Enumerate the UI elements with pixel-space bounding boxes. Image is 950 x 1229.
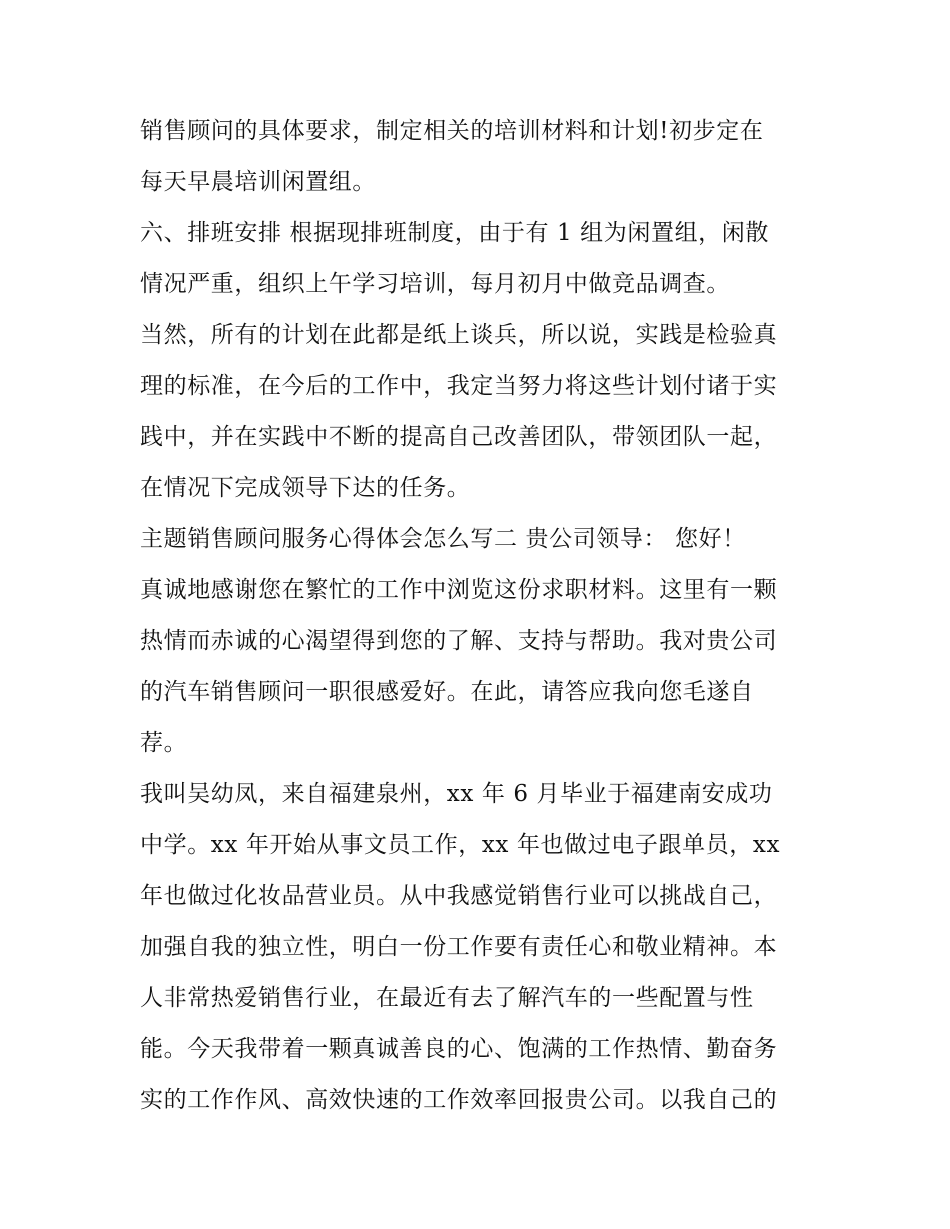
text-line: 年也做过化妆品营业员。从中我感觉销售行业可以挑战自己， — [140, 883, 778, 909]
text-line: 加强自我的独立性，明白一份工作要有责任心和敬业精神。本 — [140, 934, 778, 960]
text-line: 人非常热爱销售行业，在最近有去了解汽车的一些配置与性 — [140, 985, 754, 1011]
text-line: 践中，并在实践中不断的提高自己改善团队，带领团队一起， — [140, 424, 778, 450]
text-line: 中学。xx 年开始从事文员工作，xx 年也做过电子跟单员，xx — [140, 832, 781, 858]
text-line: 我叫吴幼凤，来自福建泉州，xx 年 6 月毕业于福建南安成功 — [140, 781, 773, 807]
text-line: 情况严重，组织上午学习培训，每月初月中做竞品调查。 — [140, 271, 730, 297]
text-line: 当然，所有的计划在此都是纸上谈兵，所以说，实践是检验真 — [140, 322, 778, 348]
text-line: 荐。 — [140, 730, 188, 756]
body-text — [140, 106, 830, 1126]
text-line: 热情而赤诚的心渴望得到您的了解、支持与帮助。我对贵公司 — [140, 628, 778, 654]
text-line: 每天早晨培训闲置组。 — [140, 169, 376, 195]
text-line: 销售顾问的具体要求，制定相关的培训材料和计划!初步定在 — [140, 118, 764, 144]
text-line: 实的工作作风、高效快速的工作效率回报贵公司。以我自己的 — [140, 1087, 778, 1113]
text-line: 真诚地感谢您在繁忙的工作中浏览这份求职材料。这里有一颗 — [140, 577, 778, 603]
text-line: 理的标准，在今后的工作中，我定当努力将这些计划付诸于实 — [140, 373, 778, 399]
text-line: 能。今天我带着一颗真诚善良的心、饱满的工作热情、勤奋务 — [140, 1036, 778, 1062]
text-line: 的汽车销售顾问一职很感爱好。在此，请答应我向您毛遂自 — [140, 679, 754, 705]
text-line: 主题销售顾问服务心得体会怎么写二 贵公司领导： 您好！ — [140, 526, 746, 552]
text-line: 六、排班安排 根据现排班制度，由于有 1 组为闲置组，闲散 — [140, 220, 769, 246]
text-line: 在情况下完成领导下达的任务。 — [140, 475, 471, 501]
